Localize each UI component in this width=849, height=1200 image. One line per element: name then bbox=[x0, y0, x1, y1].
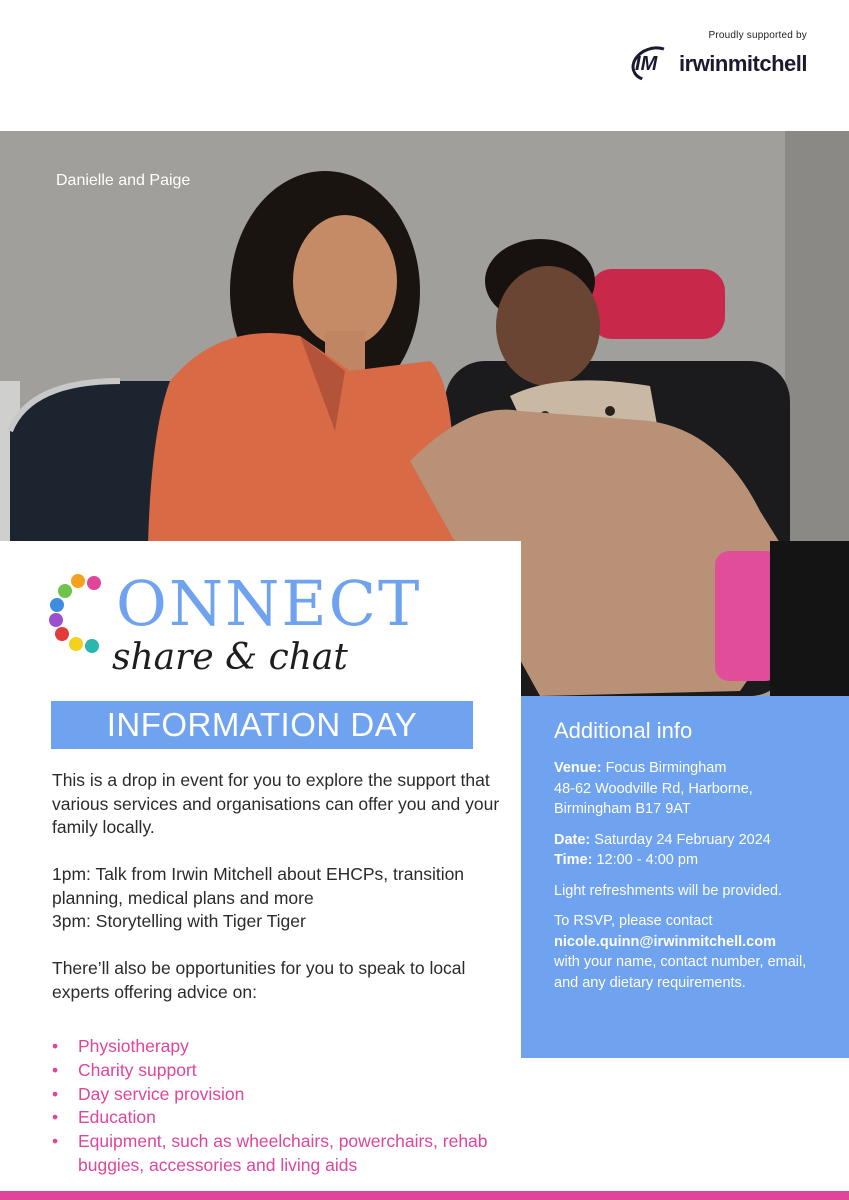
sponsor-block bbox=[617, 30, 807, 81]
photo-caption: Danielle and Paige bbox=[56, 172, 191, 189]
handprint-c-icon bbox=[48, 573, 118, 653]
connect-logo bbox=[48, 567, 488, 682]
share-chat-script: share & chat bbox=[112, 637, 348, 678]
venue-block bbox=[554, 758, 815, 820]
time-label: Time: bbox=[554, 852, 593, 868]
rsvp-block bbox=[554, 911, 815, 993]
venue-street: 48-62 Woodville Rd, Harborne, bbox=[554, 780, 753, 797]
list-item: • Day service provision bbox=[52, 1083, 512, 1107]
time-value: 12:00 - 4:00 pm bbox=[596, 852, 699, 868]
brand-name: irwinmitchell bbox=[679, 51, 807, 76]
intro-text: This is a drop in event for you to explore the support that various services and organisations can offer you and your family locally. bbox=[52, 770, 500, 837]
rsvp-email-link[interactable]: nicole.quinn@irwinmitchell.com bbox=[554, 933, 776, 950]
sponsor-label: Proudly supported by bbox=[708, 30, 807, 41]
topics-list bbox=[52, 1035, 512, 1178]
information-day-banner: INFORMATION DAY bbox=[51, 701, 473, 749]
date-value: Saturday 24 February 2024 bbox=[594, 831, 771, 848]
date-time-block bbox=[554, 830, 815, 871]
list-item: • Charity support bbox=[52, 1059, 512, 1083]
additional-info-heading: Additional info bbox=[554, 718, 693, 743]
brand-mark: IM bbox=[635, 53, 658, 75]
irwin-mitchell-logo bbox=[617, 47, 807, 81]
rsvp-details: with your name, contact number, email, and any dietary requirements. bbox=[554, 954, 807, 991]
list-item: • Physiotherapy bbox=[52, 1035, 512, 1059]
event-description bbox=[52, 769, 502, 1028]
list-item: • Education bbox=[52, 1106, 512, 1130]
rsvp-intro: To RSVP, please contact bbox=[554, 913, 713, 929]
im-logo-icon bbox=[631, 47, 675, 81]
venue-name: Focus Birmingham bbox=[605, 760, 727, 776]
venue-city: Birmingham B17 9AT bbox=[554, 801, 691, 817]
connect-first-letter bbox=[48, 567, 49, 568]
additional-info-box bbox=[521, 696, 849, 1058]
refreshments-text: Light refreshments will be provided. bbox=[554, 882, 783, 899]
schedule-talk: 1pm: Talk from Irwin Mitchell about EHCPs, transition planning, medical plans and more bbox=[52, 864, 465, 908]
experts-text: There’ll also be opportunities for you to speak to local experts offering advice on: bbox=[52, 958, 466, 1002]
list-item: • Equipment, such as wheelchairs, powerchairs, rehab buggies, accessories and living aids bbox=[52, 1130, 512, 1178]
date-label: Date: bbox=[554, 831, 591, 848]
venue-label: Venue: bbox=[554, 760, 602, 776]
schedule-storytelling: 3pm: Storytelling with Tiger Tiger bbox=[52, 911, 306, 931]
event-panel bbox=[0, 541, 521, 1191]
connect-word: ONNECT bbox=[116, 567, 422, 640]
bottom-accent-bar bbox=[0, 1191, 849, 1200]
